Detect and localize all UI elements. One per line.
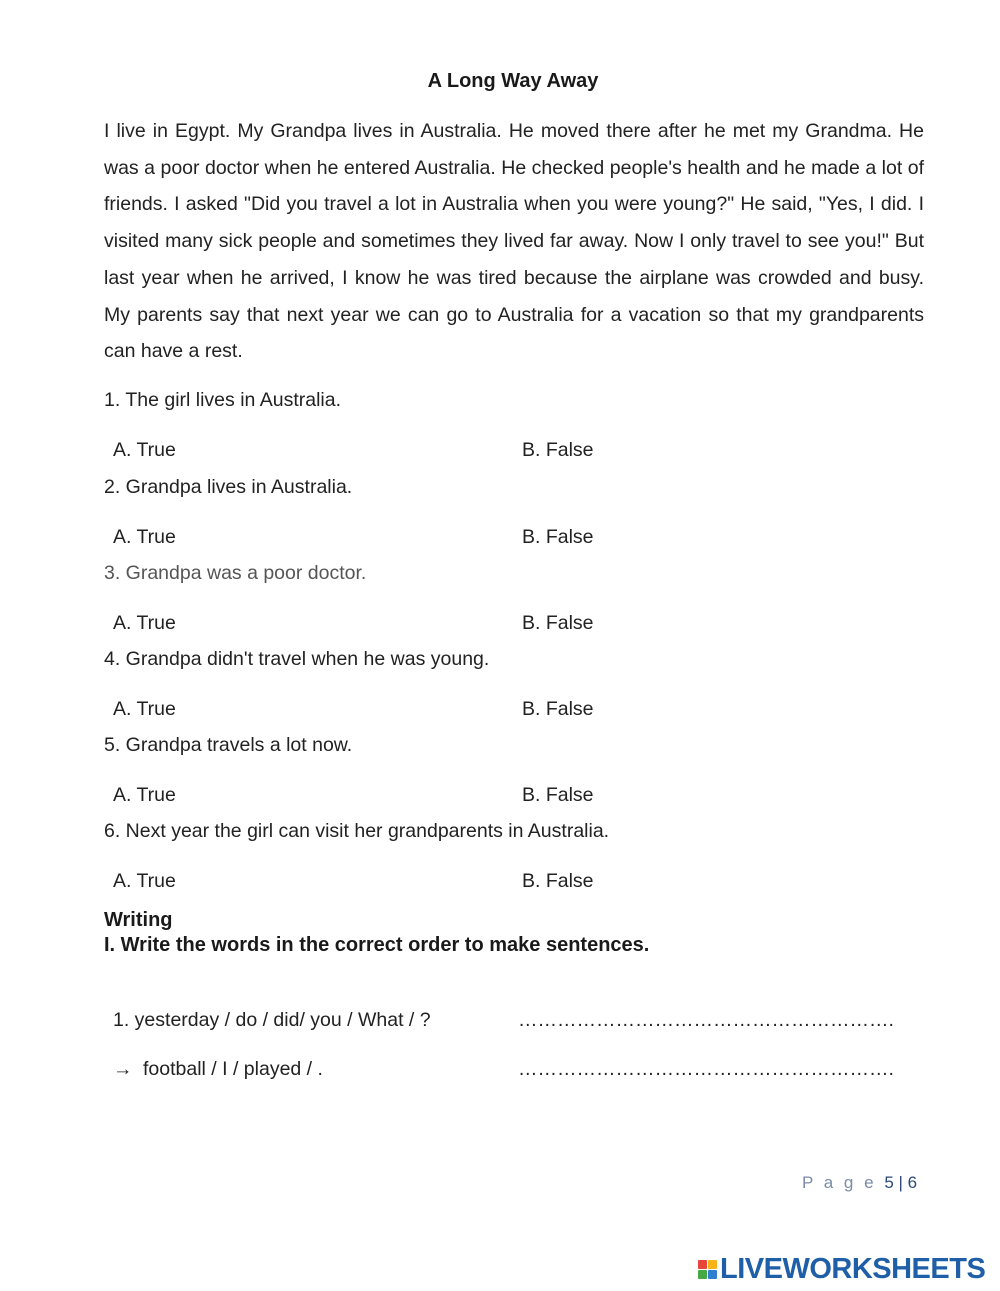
writing-instruction: I. Write the words in the correct order to make sentences. <box>104 934 650 956</box>
logo-block <box>698 1260 707 1269</box>
question-1-option-false[interactable]: B. False <box>522 439 594 461</box>
logo-block <box>698 1270 707 1279</box>
reading-passage: I live in Egypt. My Grandpa lives in Australia. He moved there after he met my Grandma. He was a poor doctor when he entered Australia. He checked people's health and he made a lot of friends. I asked "Did you travel a lot in Australia when you were young?" He said, "Yes, I did. I visited many sick people and sometimes they lived far away. Now I only travel to see you!" But last year when he arrived, I know he was tired because the airplane was crowded and busy. My parents say that next year we can go to Australia for a vacation so that my grandparents can have a rest. <box>104 120 924 363</box>
question-4-option-true[interactable]: A. True <box>113 698 176 720</box>
question-2-option-true[interactable]: A. True <box>113 526 176 548</box>
page-number <box>802 1173 917 1193</box>
question-1: 1. The girl lives in Australia. <box>104 389 341 411</box>
question-6-option-true[interactable]: A. True <box>113 870 176 892</box>
exercise-1-answer-line[interactable]: …………………………………………………. <box>518 1009 894 1031</box>
page-title: A Long Way Away <box>427 70 599 92</box>
question-4: 4. Grandpa didn't travel when he was young. <box>104 648 490 670</box>
question-1-option-true[interactable]: A. True <box>113 439 176 461</box>
liveworksheets-logo <box>698 1252 985 1286</box>
writing-heading: Writing <box>104 909 173 931</box>
logo-block <box>708 1260 717 1269</box>
question-6-option-false[interactable]: B. False <box>522 870 594 892</box>
question-6: 6. Next year the girl can visit her grandparents in Australia. <box>104 820 610 842</box>
logo-block <box>708 1270 717 1279</box>
brand-name: LIVEWORKSHEETS <box>720 1252 986 1285</box>
exercise-1-answer-line-2[interactable]: …………………………………………………. <box>518 1058 894 1080</box>
exercise-1-answer-prompt: football / I / played / . <box>143 1058 323 1080</box>
question-3: 3. Grandpa was a poor doctor. <box>104 562 367 584</box>
logo-blocks-icon <box>698 1260 717 1279</box>
exercise-1-prompt: 1. yesterday / do / did/ you / What / ? <box>113 1009 431 1031</box>
question-5-option-true[interactable]: A. True <box>113 784 176 806</box>
page-number-value: 5 | 6 <box>884 1173 918 1192</box>
question-5-option-false[interactable]: B. False <box>522 784 594 806</box>
question-5: 5. Grandpa travels a lot now. <box>104 734 353 756</box>
question-4-option-false[interactable]: B. False <box>522 698 594 720</box>
exercise-1-answer-row <box>113 1058 323 1081</box>
question-2-option-false[interactable]: B. False <box>522 526 594 548</box>
question-3-option-true[interactable]: A. True <box>113 612 176 634</box>
question-2: 2. Grandpa lives in Australia. <box>104 476 353 498</box>
arrow-right-icon: → <box>113 1058 133 1080</box>
page-label: P a g e <box>802 1173 877 1192</box>
question-3-option-false[interactable]: B. False <box>522 612 594 634</box>
